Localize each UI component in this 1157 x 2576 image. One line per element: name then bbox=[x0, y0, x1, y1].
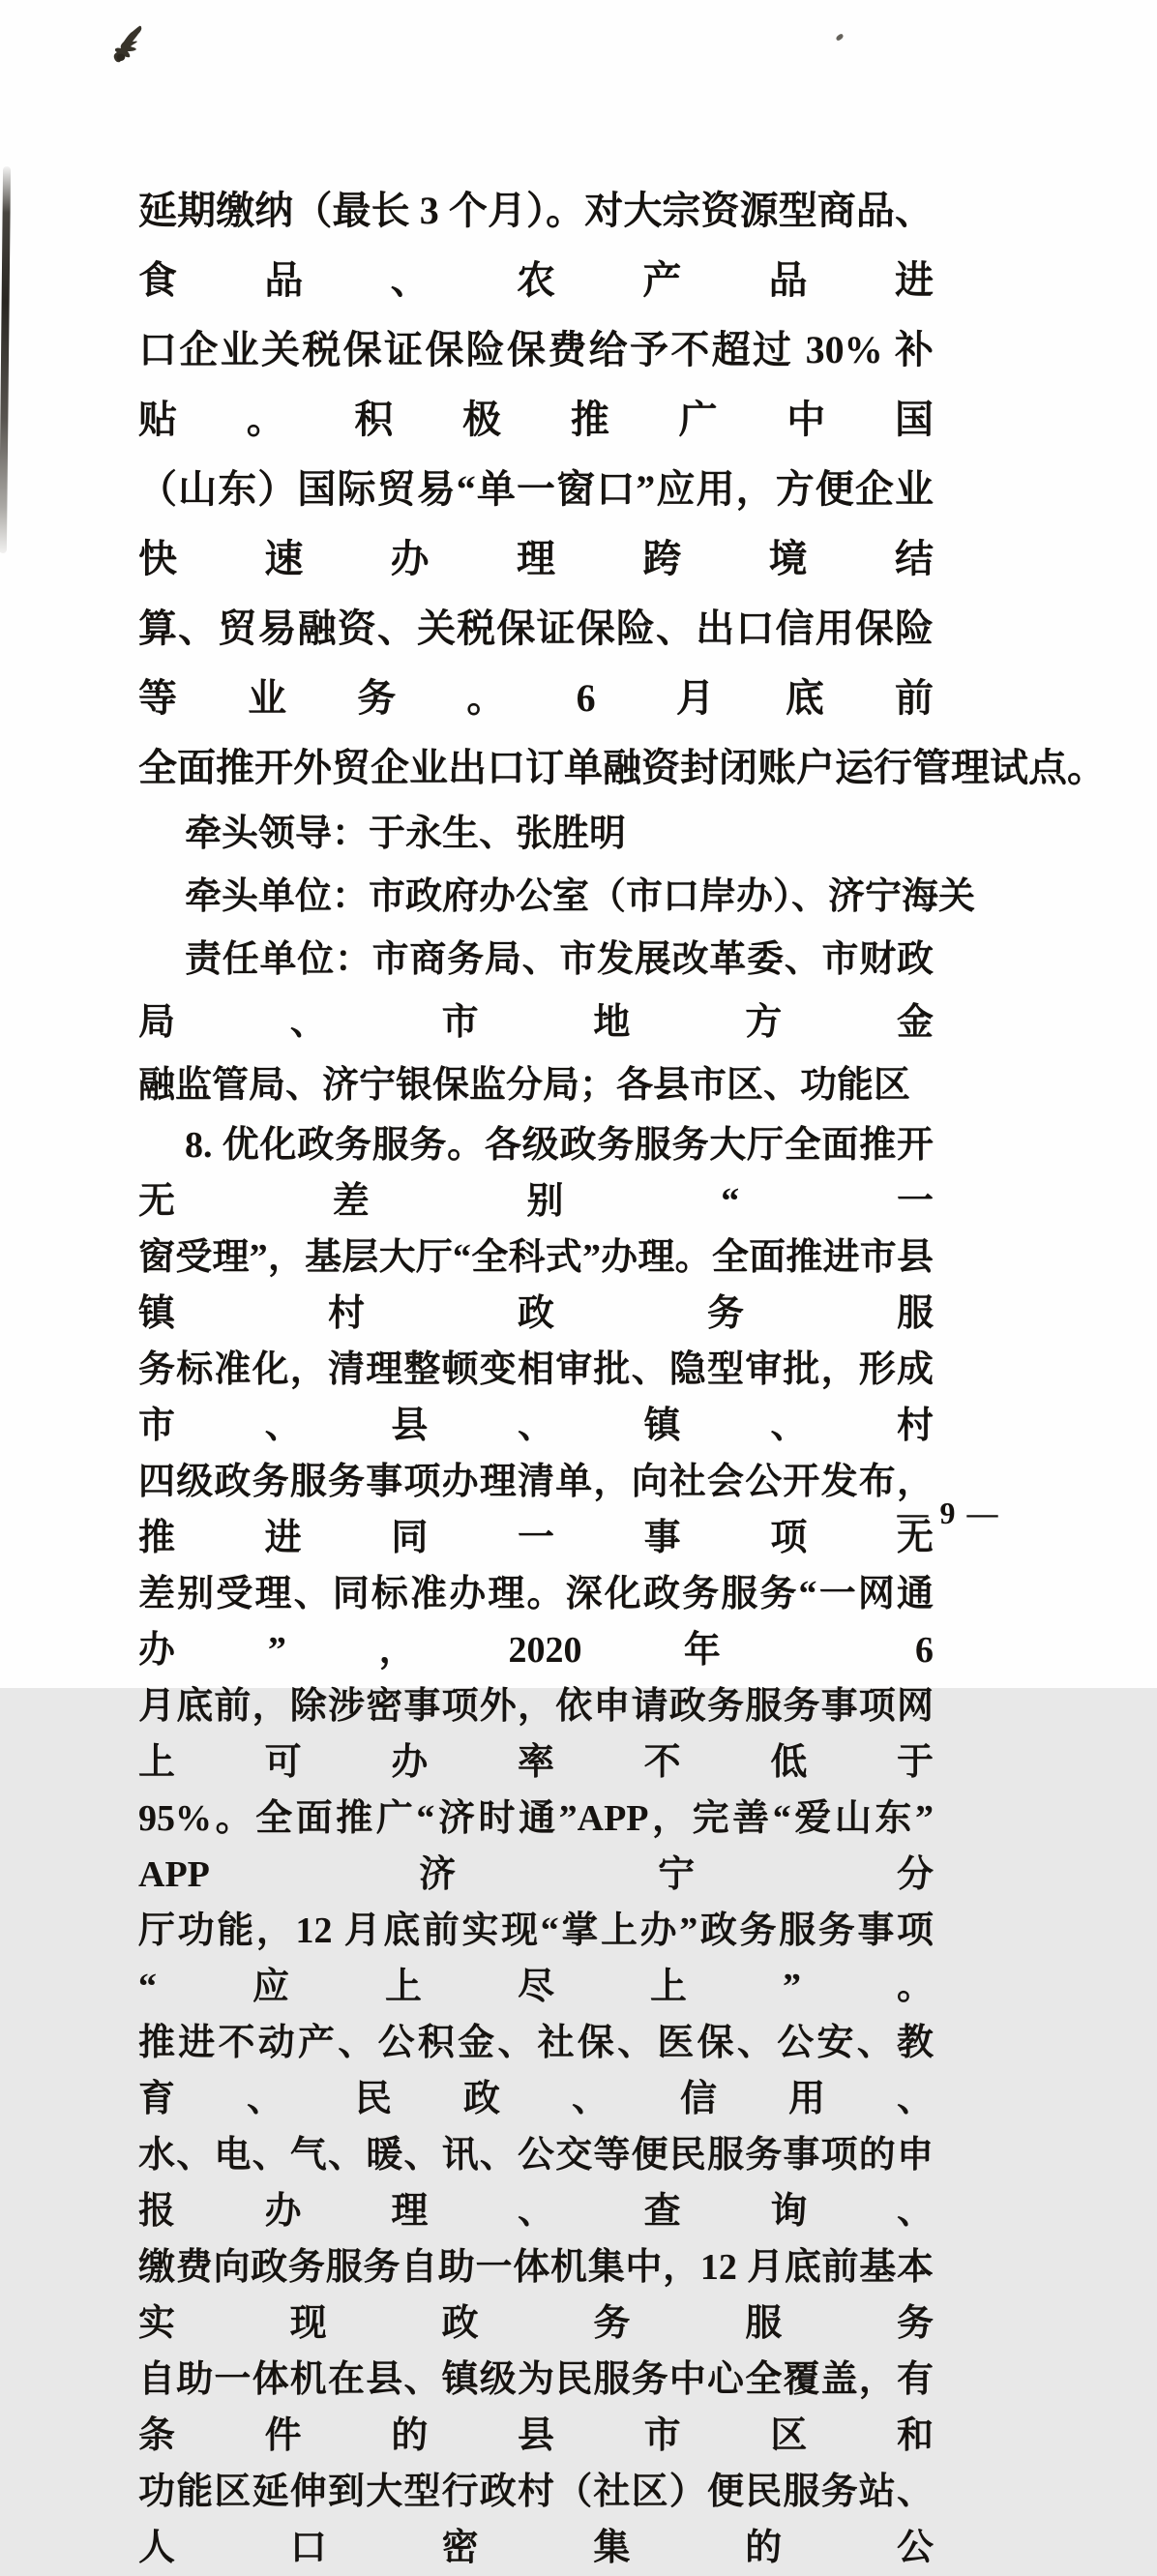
paragraph-8-government-services bbox=[138, 1117, 934, 2576]
text-line: 责任单位：市商务局、市发展改革委、市财政局、市地方金 bbox=[138, 939, 934, 1043]
scan-speck-artifact bbox=[835, 33, 844, 42]
text-line: 窗受理”，基层大厅“全科式”办理。全面推进市县镇村政务服 bbox=[138, 1237, 934, 1334]
text-line: 水、电、气、暖、讯、公交等便民服务事项的申报办理、查询、 bbox=[138, 2135, 934, 2232]
text-line: 月底前，除涉密事项外，依申请政务服务事项网上可办率不低于 bbox=[138, 1686, 934, 1783]
text-line: 务标准化，清理整顿变相审批、隐型审批，形成市、县、镇、村 bbox=[138, 1349, 934, 1446]
lead-responsibility-block bbox=[138, 803, 976, 1117]
text-line: 牵头单位：市政府办公室（市口岸办）、济宁海关 bbox=[185, 876, 976, 917]
text-line: 厅功能，12 月底前实现“掌上办”政务服务事项“应上尽上”。 bbox=[138, 1910, 934, 2007]
text-line: 延期缴纳（最长 3 个月）。对大宗资源型商品、食品、农产品进 bbox=[138, 189, 934, 302]
text-line: 自助一体机在县、镇级为民服务中心全覆盖，有条件的县市区和 bbox=[138, 2359, 934, 2456]
text-line: 差别受理、同标准办理。深化政务服务“一网通办”，2020 年 6 bbox=[138, 1574, 934, 1671]
text-line: 95%。全面推广“济时通”APP，完善“爱山东”APP 济宁分 bbox=[138, 1798, 934, 1895]
paragraph-7-continuation bbox=[138, 176, 1106, 803]
text-line: 口企业关税保证保险保费给予不超过 30% 补贴。积极推广中国 bbox=[138, 328, 934, 441]
text-line: 缴费向政务服务自助一体机集中，12 月底前基本实现政务服务 bbox=[138, 2247, 934, 2344]
body-text bbox=[138, 176, 1106, 2576]
text-line: 8. 优化政务服务。各级政务服务大厅全面推开无差别“一 bbox=[138, 1125, 934, 1222]
ink-blot-artifact bbox=[112, 25, 145, 70]
text-line: 推进不动产、公积金、社保、医保、公安、教育、民政、信用、 bbox=[138, 2023, 934, 2119]
scan-streak-artifact bbox=[0, 166, 11, 553]
text-line: （山东）国际贸易“单一窗口”应用，方便企业快速办理跨境结 bbox=[138, 467, 934, 580]
text-line: 四级政务服务事项办理清单，向社会公开发布，推进同一事项无 bbox=[138, 1462, 934, 1558]
page-number: — 9 — bbox=[897, 1495, 1000, 1530]
text-line: 算、贸易融资、关税保证保险、出口信用保险等业务。6 月底前 bbox=[138, 607, 934, 720]
text-line: 功能区延伸到大型行政村（社区）便民服务站、人口密集的公 bbox=[138, 2472, 934, 2568]
text-line: 全面推开外贸企业出口订单融资封闭账户运行管理试点。 bbox=[138, 746, 1106, 789]
text-line: 牵头领导：于永生、张胜明 bbox=[185, 814, 627, 854]
text-line: 融监管局、济宁银保监分局；各县市区、功能区 bbox=[138, 1065, 911, 1106]
